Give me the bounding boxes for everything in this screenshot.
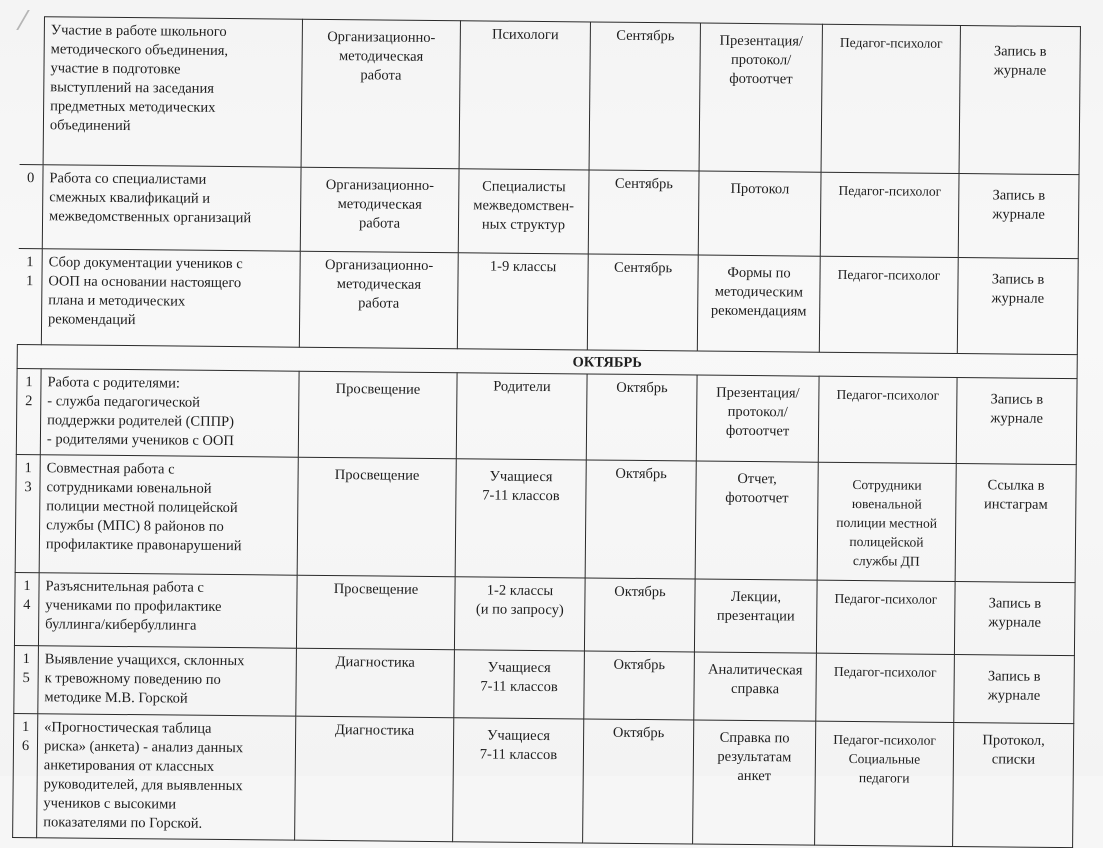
responsible: Сотрудники ювенальной полиции местной полицейской службы ДП bbox=[817, 462, 956, 581]
work-direction: Организационно- методическая работа bbox=[299, 251, 458, 349]
activity-name: Выявление учащихся, склонных к тревожному поведению по методике М.В. Горской bbox=[38, 646, 297, 716]
table-row bbox=[18, 164, 1079, 258]
activity-name: Разъяснительная работа с учениками по профилактике буллинга/кибербуллинга bbox=[38, 573, 297, 648]
participants: Психологи bbox=[459, 21, 590, 170]
row-number: 15 bbox=[14, 645, 39, 713]
responsible: Педагог-психолог bbox=[819, 256, 958, 353]
report-form: Аналитическая справка bbox=[694, 652, 817, 721]
term: Октябрь bbox=[584, 578, 695, 652]
row-number bbox=[19, 17, 44, 165]
work-direction: Организационно- методическая работа bbox=[301, 19, 460, 169]
completion-note: Запись в журнале bbox=[958, 174, 1079, 259]
work-plan-table bbox=[12, 16, 1081, 848]
responsible: Педагог-психолог bbox=[821, 24, 960, 173]
term: Сентябрь bbox=[589, 22, 700, 171]
report-form: Протокол bbox=[698, 171, 821, 256]
row-number: 12 bbox=[16, 368, 41, 454]
activity-name: Сбор документации учеников с ООП на основании настоящего плана и методических рекомендаций bbox=[41, 249, 300, 347]
participants: Учащиеся 7-11 классов bbox=[454, 650, 585, 719]
work-direction: Организационно- методическая работа bbox=[300, 167, 459, 253]
month-header: ОКТЯБРЬ bbox=[17, 344, 1077, 378]
report-form: Лекции, презентации bbox=[694, 579, 817, 653]
responsible: Педагог-психолог bbox=[820, 172, 959, 257]
term: Октябрь bbox=[586, 374, 697, 461]
work-direction: Диагностика bbox=[296, 648, 455, 718]
activity-name: Совместная работа с сотрудниками ювенальной полиции местной полицейской службы (МПС) 8 районов по профилактике правонарушений bbox=[39, 455, 298, 575]
report-form: Справка по результатам анкет bbox=[693, 720, 816, 845]
work-direction: Просвещение bbox=[297, 457, 456, 577]
completion-note: Запись в журнале bbox=[954, 654, 1075, 723]
table-row bbox=[14, 645, 1075, 723]
row-number: 14 bbox=[14, 572, 39, 645]
activity-name: «Прогностическая таблица риска» (анкета) - анализ данных анкетирования от классных руководителей, для выявленных учеников с высокими показателями по Горской. bbox=[37, 714, 296, 840]
term: Октябрь bbox=[584, 651, 695, 720]
responsible: Педагог-психолог Социальные педагоги bbox=[815, 721, 954, 846]
row-number: 13 bbox=[15, 454, 40, 572]
report-form: Презентация/ протокол/ фотоотчет bbox=[699, 23, 822, 172]
responsible: Педагог-психолог bbox=[818, 376, 957, 463]
row-number: 16 bbox=[13, 713, 38, 837]
table-row bbox=[16, 368, 1077, 464]
activity-name: Участие в работе школьного методического объединения, участие в подготовке выступлений на заседания предметных методических объединений bbox=[43, 17, 302, 167]
table-row bbox=[15, 454, 1076, 582]
table-row bbox=[19, 17, 1080, 175]
activity-name: Работа с родителями: - служба педагогической поддержки родителей (СППР) - родителями учеников с ООП bbox=[40, 369, 299, 457]
table-row bbox=[17, 248, 1078, 354]
table-row bbox=[14, 572, 1075, 655]
work-direction: Просвещение bbox=[298, 371, 457, 459]
completion-note: Запись в журнале bbox=[956, 378, 1077, 465]
completion-note: Ссылка в инстаграм bbox=[955, 464, 1076, 583]
completion-note: Запись в журнале bbox=[959, 26, 1080, 175]
work-direction: Диагностика bbox=[295, 716, 454, 842]
participants: 1-9 классы bbox=[457, 253, 588, 350]
term: Сентябрь bbox=[587, 254, 698, 351]
report-form: Отчет, фотоотчет bbox=[695, 461, 818, 580]
term: Октябрь bbox=[583, 719, 694, 844]
report-form: Формы по методическим рекомендациям bbox=[697, 255, 820, 352]
row-number: 11 bbox=[17, 248, 42, 344]
term: Октябрь bbox=[585, 460, 696, 579]
completion-note: Запись в журнале bbox=[954, 582, 1075, 656]
participants: Родители bbox=[456, 373, 587, 460]
participants: Специалисты межведомствен- ных структур bbox=[458, 169, 589, 254]
participants: Учащиеся 7-11 классов bbox=[455, 459, 586, 578]
completion-note: Протокол, списки bbox=[953, 722, 1074, 847]
work-direction: Просвещение bbox=[296, 575, 455, 650]
responsible: Педагог-психолог bbox=[816, 580, 955, 654]
report-form: Презентация/ протокол/ фотоотчет bbox=[696, 375, 819, 462]
table-row bbox=[13, 713, 1074, 847]
term: Сентябрь bbox=[588, 170, 699, 255]
plan-sheet bbox=[12, 16, 1080, 848]
participants: Учащиеся 7-11 классов bbox=[453, 718, 584, 843]
participants: 1-2 классы (и по запросу) bbox=[454, 577, 585, 651]
completion-note: Запись в журнале bbox=[957, 258, 1078, 355]
row-number: 0 bbox=[18, 164, 43, 248]
responsible: Педагог-психолог bbox=[816, 653, 955, 722]
activity-name: Работа со специалистами смежных квалификаций и межведомственных организаций bbox=[42, 165, 301, 251]
